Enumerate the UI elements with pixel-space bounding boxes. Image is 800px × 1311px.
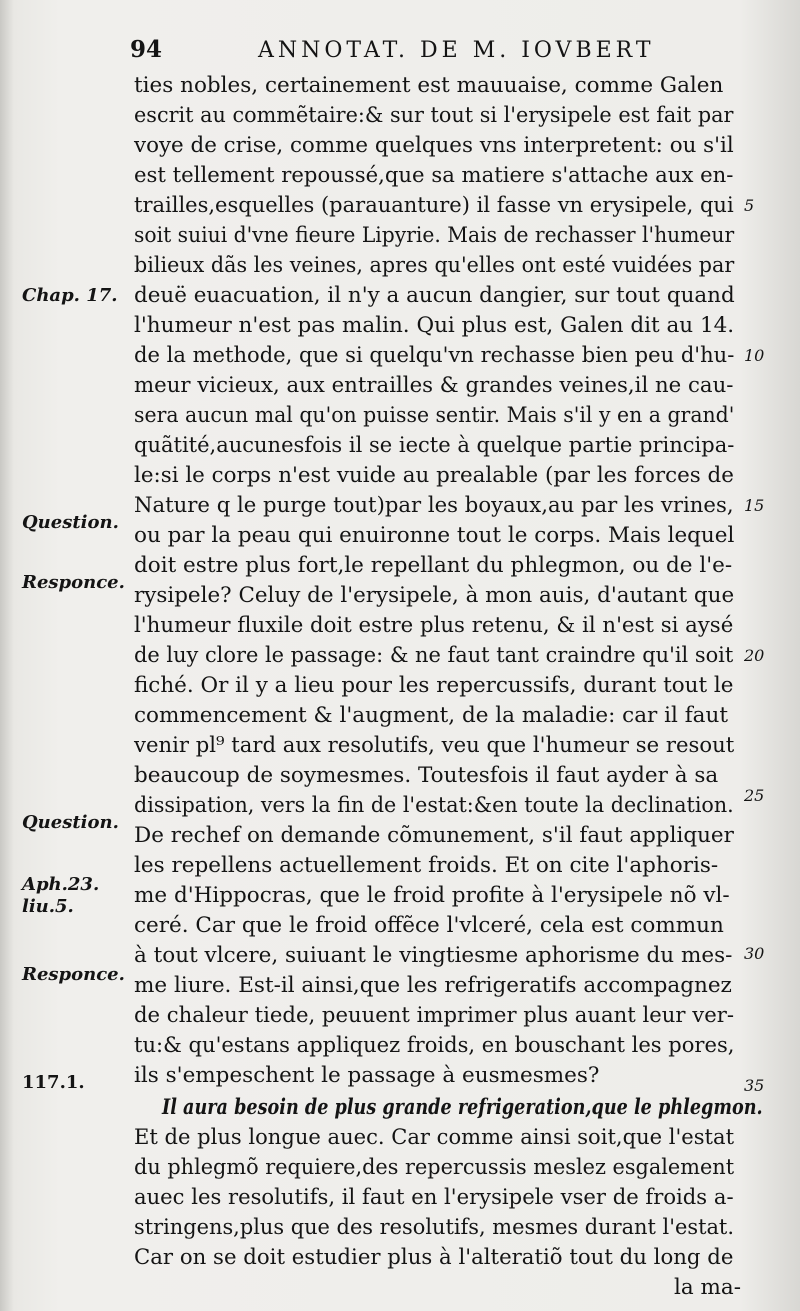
- page-number: 94: [130, 36, 163, 63]
- text-line: est tellement repoussé,que sa matiere s'attache aux en-: [134, 163, 734, 188]
- text-line: de luy clore le passage: & ne faut tant craindre qu'il soit: [134, 643, 734, 668]
- text-line: l'humeur n'est pas malin. Qui plus est, Galen dit au 14.: [134, 313, 735, 338]
- line-number: 20: [744, 646, 765, 665]
- text-line: Et de plus longue auec. Car comme ainsi soit,que l'estat: [134, 1125, 735, 1150]
- catchword: la ma-: [674, 1275, 741, 1300]
- text-line: à tout vlcere, suiuant le vingtiesme aphorisme du mes-: [134, 943, 733, 968]
- line-number: 10: [744, 346, 765, 365]
- text-line: venir pl⁹ tard aux resolutifs, veu que l'humeur se resout: [134, 733, 735, 758]
- text-line: auec les resolutifs, il faut en l'erysipele vser de froids a-: [134, 1185, 734, 1210]
- margin-note-question: Question.: [22, 812, 119, 833]
- text-line: meur vicieux, aux entrailles & grandes veines,il ne cau-: [134, 373, 734, 398]
- text-line: escrit au commẽtaire:& sur tout si l'erysipele est fait par: [134, 103, 734, 128]
- text-line: doit estre plus fort,le repellant du phlegmon, ou de l'e-: [134, 553, 733, 578]
- text-line: dissipation, vers la fin de l'estat:&en toute la declination.: [134, 793, 734, 818]
- text-line: bilieux dãs les veines, apres qu'elles ont esté vuidées par: [134, 253, 735, 278]
- text-line: de la methode, que si quelqu'vn rechasse bien peu d'hu-: [134, 343, 735, 368]
- text-line: ils s'empeschent le passage à eusmesmes?: [134, 1063, 600, 1088]
- line-number: 5: [744, 196, 755, 215]
- text-line: tu:& qu'estans appliquez froids, en bouschant les pores,: [134, 1033, 735, 1058]
- text-line: Nature q le purge tout)par les boyaux,au par les vrines,: [134, 493, 734, 518]
- margin-note-aphorism: Aph.23.: [22, 874, 100, 895]
- line-number: 35: [744, 1076, 765, 1095]
- text-line: ou par la peau qui enuironne tout le corps. Mais lequel: [134, 523, 735, 548]
- text-line: commencement & l'augment, de la maladie: car il faut: [134, 703, 728, 728]
- text-line: soit suiui d'vne fieure Lipyrie. Mais de rechasser l'humeur: [134, 223, 735, 248]
- line-number: 30: [744, 944, 765, 963]
- line-number: 25: [744, 786, 765, 805]
- text-line: sera aucun mal qu'on puisse sentir. Mais s'il y en a grand': [134, 403, 735, 428]
- margin-note-chapter: Chap. 17.: [22, 285, 118, 306]
- text-line: quãtité,aucunesfois il se iecte à quelque partie principa-: [134, 433, 735, 458]
- italic-lemma-line: Il aura besoin de plus grande refrigeration,que le phlegmon.: [162, 1095, 763, 1120]
- text-line: deuë euacuation, il n'y a aucun dangier, sur tout quand: [134, 283, 735, 308]
- margin-note-responce: Responce.: [22, 572, 125, 593]
- text-line: fiché. Or il y a lieu pour les repercussifs, durant tout le: [134, 673, 734, 698]
- text-line: stringens,plus que des resolutifs, mesmes durant l'estat.: [134, 1215, 734, 1240]
- text-line: les repellens actuellement froids. Et on cite l'aphoris-: [134, 853, 719, 878]
- page-header: [120, 36, 760, 72]
- running-head: ANNOTAT. DE M. IOVBERT: [258, 38, 655, 63]
- margin-note-question: Question.: [22, 512, 119, 533]
- text-line: rysipele? Celuy de l'erysipele, à mon auis, d'autant que: [134, 583, 735, 608]
- text-line: le:si le corps n'est vuide au prealable (par les forces de: [134, 463, 734, 488]
- margin-note-book: liu.5.: [22, 896, 74, 917]
- text-line: me liure. Est-il ainsi,que les refrigeratifs accompagnez: [134, 973, 732, 998]
- text-line: De rechef on demande cõmunement, s'il faut appliquer: [134, 823, 734, 848]
- line-number: 15: [744, 496, 765, 515]
- text-line: du phlegmõ requiere,des repercussis meslez esgalement: [134, 1155, 735, 1180]
- text-line: trailles,esquelles (parauanture) il fasse vn erysipele, qui: [134, 193, 734, 218]
- margin-note-responce: Responce.: [22, 964, 125, 985]
- text-line: de chaleur tiede, peuuent imprimer plus auant leur ver-: [134, 1003, 734, 1028]
- text-line: Car on se doit estudier plus à l'alteratiõ tout du long de: [134, 1245, 734, 1270]
- text-line: voye de crise, comme quelques vns interpretent: ou s'il: [134, 133, 734, 158]
- text-line: ceré. Car que le froid offẽce l'vlceré, cela est commun: [134, 913, 724, 938]
- text-line: beaucoup de soymesmes. Toutesfois il faut ayder à sa: [134, 763, 719, 788]
- text-line: me d'Hippocras, que le froid profite à l'erysipele nõ vl-: [134, 883, 730, 908]
- text-line: ties nobles, certainement est mauuaise, comme Galen: [134, 73, 724, 98]
- margin-note-reference: 117.1.: [22, 1072, 85, 1093]
- text-line: l'humeur fluxile doit estre plus retenu, & il n'est si aysé: [134, 613, 734, 638]
